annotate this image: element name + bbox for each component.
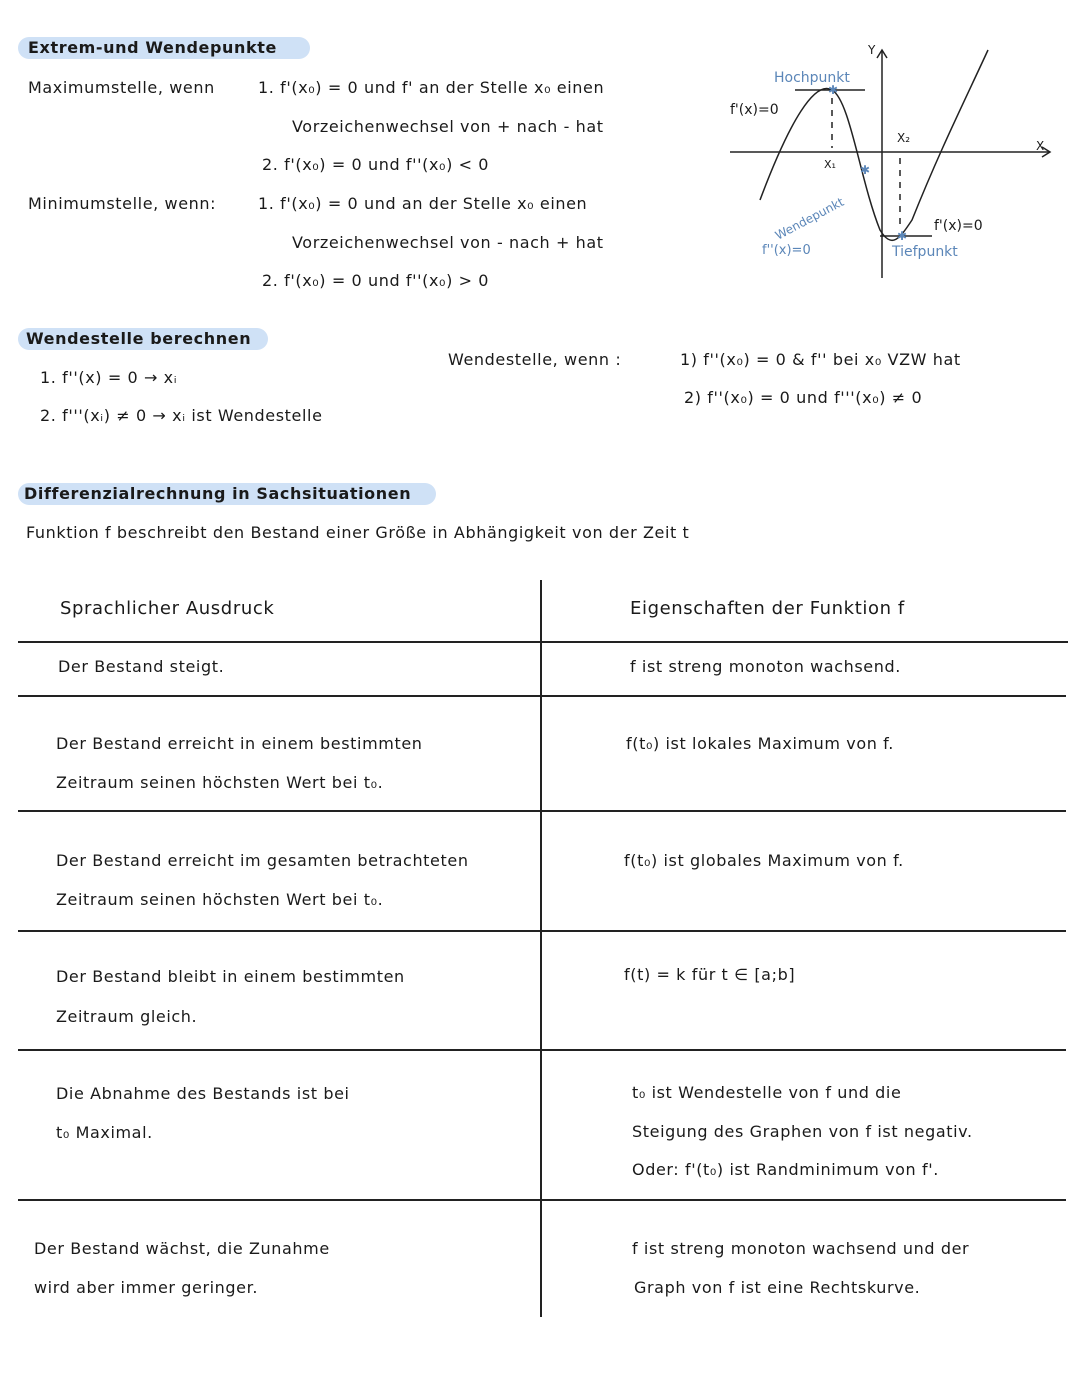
table-header-divider [18,641,1068,643]
x2-label: X₂ [897,131,911,145]
wendestelle-step-1: 1. f''(x) = 0 → xᵢ [40,368,178,387]
table-cell-left: wird aber immer geringer. [34,1278,259,1297]
wendestelle-step-2: 2. f'''(xᵢ) ≠ 0 → xᵢ ist Wendestelle [40,406,323,425]
max-condition-1a: 1. f'(x₀) = 0 und f' an der Stelle x₀ einen [258,78,605,97]
table-cell-right: Steigung des Graphen von f ist negativ. [632,1122,973,1141]
min-condition-1a: 1. f'(x₀) = 0 und an der Stelle x₀ einen [258,194,588,213]
table-cell-right: Oder: f'(t₀) ist Randminimum von f'. [632,1160,939,1179]
hochpunkt-label: Hochpunkt [774,70,850,86]
min-condition-2: 2. f'(x₀) = 0 und f''(x₀) > 0 [262,271,490,290]
max-condition-1b: Vorzeichenwechsel von + nach - hat [292,117,604,136]
section-intro: Funktion f beschreibt den Bestand einer Größe in Abhängigkeit von der Zeit t [26,523,690,542]
table-row-divider [18,810,1066,812]
table-cell-left: Die Abnahme des Bestands ist bei [56,1084,350,1103]
wendepunkt-marker-icon: ✱ [860,163,871,177]
function-sketch [720,40,1060,280]
table-cell-right: f(t) = k für t ∈ [a;b] [624,965,796,984]
table-cell-right: f ist streng monoton wachsend und der [632,1239,970,1258]
y-axis-label: Y [868,43,876,57]
section-title-differenzialrechnung: Differenzialrechnung in Sachsituationen [24,484,412,503]
table-row-divider [18,930,1066,932]
wendestelle-condition-1: 1) f''(x₀) = 0 & f'' bei x₀ VZW hat [680,350,961,369]
fprime-zero-right-label: f'(x)=0 [934,218,983,234]
table-cell-left: Zeitraum gleich. [56,1007,198,1026]
min-condition-1b: Vorzeichenwechsel von - nach + hat [292,233,604,252]
tiefpunkt-marker-icon: ✱ [897,229,908,243]
table-row-divider [18,1049,1066,1051]
table-vertical-divider [540,580,542,1317]
max-label: Maximumstelle, wenn [28,78,215,97]
min-label: Minimumstelle, wenn: [28,194,217,213]
wendepunkt-label: Wendepunkt [772,194,847,243]
fpp-zero-label: f''(x)=0 [762,243,811,258]
table-cell-right: f ist streng monoton wachsend. [630,657,901,676]
hochpunkt-marker-icon: ✱ [828,83,839,97]
max-condition-2: 2. f'(x₀) = 0 und f''(x₀) < 0 [262,155,490,174]
fprime-zero-left-label: f'(x)=0 [730,102,779,118]
section-title-extrem: Extrem-und Wendepunkte [28,38,277,57]
wendestelle-condition-2: 2) f''(x₀) = 0 und f'''(x₀) ≠ 0 [684,388,923,407]
wendestelle-condition-label: Wendestelle, wenn : [448,350,622,369]
table-row-divider [18,1199,1066,1201]
x-axis-label: X [1036,139,1045,153]
x1-label: X₁ [824,158,836,171]
table-cell-left: Der Bestand erreicht im gesamten betrachteten [56,851,469,870]
table-cell-right: Graph von f ist eine Rechtskurve. [634,1278,921,1297]
table-header-left: Sprachlicher Ausdruck [60,598,275,619]
table-cell-left: Zeitraum seinen höchsten Wert bei t₀. [56,890,384,909]
section-title-wendestelle: Wendestelle berechnen [26,329,252,348]
table-header-right: Eigenschaften der Funktion f [630,598,905,619]
table-cell-left: Der Bestand erreicht in einem bestimmten [56,734,423,753]
table-cell-right: f(t₀) ist lokales Maximum von f. [626,734,894,753]
table-cell-left: Der Bestand steigt. [58,657,225,676]
table-cell-left: Der Bestand bleibt in einem bestimmten [56,967,405,986]
table-row-divider [18,695,1066,697]
table-cell-left: t₀ Maximal. [56,1123,153,1142]
table-cell-right: t₀ ist Wendestelle von f und die [632,1083,902,1102]
table-cell-right: f(t₀) ist globales Maximum von f. [624,851,904,870]
tiefpunkt-label: Tiefpunkt [892,244,958,260]
table-cell-left: Der Bestand wächst, die Zunahme [34,1239,330,1258]
table-cell-left: Zeitraum seinen höchsten Wert bei t₀. [56,773,384,792]
